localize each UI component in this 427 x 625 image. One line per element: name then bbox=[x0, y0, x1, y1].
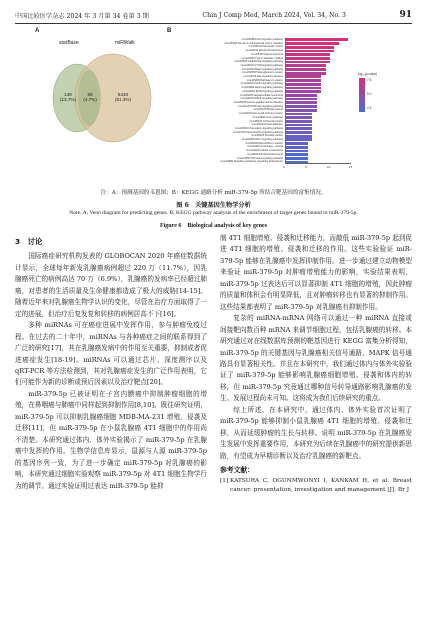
venn-left-only-count: 148 (13.7%) bbox=[59, 92, 77, 103]
kegg-bar bbox=[286, 127, 312, 130]
references-title: 参考文献： bbox=[220, 466, 254, 475]
venn-intersection-count: 56 (4.7%) bbox=[83, 92, 97, 103]
left-column bbox=[15, 233, 207, 492]
kegg-term-label: mmu04933:AGE-RAGE signaling pathway bbox=[234, 60, 283, 64]
kegg-bar bbox=[286, 142, 308, 145]
paragraph: 国际癌症研究机构发表的 GLOBOCAN 2020 年癌症数据统计显示，全球每年新发乳腺癌病例超过 220 万（11.7%），因乳腺癌死亡的病例高达 70 万（6.9%），乳腺癌的发病率已经超过肺癌，对患者的生活质量及生命健康都造成了极大的威胁[14-15]。随着近年来对乳腺癌生物学认识的变化，尽管在治疗方面取得了一定的进展，但治疗后复发复和转移的病例居高不下[16]。 bbox=[15, 252, 207, 318]
panel-a-label: A bbox=[35, 28, 40, 34]
kegg-term-label: mmu04722:Neurotrophin signaling pathway bbox=[232, 130, 283, 134]
venn-right-set-label: miRWalk bbox=[115, 40, 135, 46]
page-number: 91 bbox=[399, 10, 412, 20]
kegg-term-label: mmu04218:Cellular senescence bbox=[245, 149, 283, 153]
legend-gradient bbox=[359, 78, 365, 112]
kegg-term-label: mmu04068:FoxO signaling pathway bbox=[241, 38, 283, 41]
panel-b-label: B bbox=[167, 28, 172, 34]
kegg-legend bbox=[357, 72, 403, 132]
kegg-bar bbox=[286, 42, 339, 45]
kegg-term-label: mmu04015:Rap1 signaling pathway bbox=[241, 67, 283, 71]
header-journal-en: Chin J Comp Med, March 2024, Vol. 34, No. 3 bbox=[202, 11, 346, 19]
kegg-term-label: mmu04014:Ras signaling pathway bbox=[243, 75, 283, 79]
kegg-bar bbox=[286, 94, 317, 97]
kegg-term-label: mmu05215:Prostate cancer bbox=[251, 134, 283, 138]
kegg-term-label: mmu05212:Pancreatic cancer bbox=[248, 45, 283, 49]
kegg-term-label: mmu04066:HIF-1 signaling pathway bbox=[241, 138, 283, 142]
kegg-term-label: mmu04062:Chemokine signaling pathway bbox=[234, 126, 283, 130]
reference-text: KATSURA C, OGUNMWONYI I, KANKAM H, et al. Breast cancer: presentation, investigation and management [J]. Br J bbox=[230, 477, 412, 493]
reference-number: [1] bbox=[220, 477, 229, 484]
kegg-bar bbox=[286, 105, 317, 108]
kegg-bar bbox=[286, 90, 321, 93]
kegg-bar bbox=[286, 153, 308, 156]
kegg-term-label: mmu05205:Proteoglycans in cancer bbox=[241, 71, 283, 75]
kegg-bar bbox=[286, 113, 312, 116]
kegg-term-label: mmu05206:MicroRNAs in cancer bbox=[244, 141, 283, 145]
figure-title-en: Figure 6 Biological analysis of key genes bbox=[159, 223, 268, 229]
kegg-bar bbox=[286, 38, 348, 41]
figure-note-en: Note. A, Venn diagram for predicting genes. B, KEGG pathway analysis of the enrichment of target genes bound to miR-379-5p. bbox=[69, 210, 358, 216]
kegg-bar bbox=[286, 157, 308, 160]
kegg-term-label: mmu05210:Colorectal cancer bbox=[249, 119, 283, 123]
venn-left-set-label: starBase bbox=[59, 40, 79, 46]
paragraph: 制 4T1 细胞增殖、侵袭和迁移能力，而敲低 miR-379-5p 起到促进 4T1 细胞的增殖、侵袭和迁移的作用。这些实验验证 miR-379-5p 能够在乳腺癌中发挥抑制作用。进一步通过建立动物模型来验证 miR-379-5p 对肿瘤增殖能力的影响，实验结果表明，miR-379-5p 过表达后可以显著抑制 4T1 细胞的增殖，因此肿瘤的质量和体积会有明显降低，且对肿瘤转移也有显著的抑制作用。这些结果都表明了 miR-379-5p 对乳腺癌有抑制作用。 bbox=[220, 234, 412, 311]
kegg-term-label: mmu05167:Kaposi sarcoma bbox=[250, 52, 283, 56]
x-tick-label: 5 bbox=[305, 165, 307, 169]
header-rule bbox=[15, 23, 412, 24]
kegg-bar bbox=[286, 64, 326, 67]
kegg-term-label: mmu04012:ErbB signaling pathway bbox=[242, 89, 283, 93]
kegg-term-label: mmu04150:mTOR signaling pathway bbox=[240, 63, 283, 67]
legend-mid-label: 5.0 bbox=[367, 92, 372, 96]
kegg-bar bbox=[286, 79, 321, 82]
kegg-bar bbox=[286, 46, 334, 49]
kegg-term-label: mmu04930:Type II diabetes mellitus bbox=[241, 56, 283, 60]
kegg-bar bbox=[286, 98, 317, 101]
kegg-term-label: mmu05223:Non-small cell lung cancer bbox=[238, 112, 283, 116]
legend-high-label: 7.5 bbox=[367, 78, 372, 82]
figure-6 bbox=[15, 28, 412, 188]
legend-title: -log₁₀(p value) bbox=[357, 72, 378, 76]
kegg-term-label: mmu05225:Hepatocellular carcinoma bbox=[240, 93, 283, 97]
kegg-term-label: mmu04350:TGF-beta signaling pathway bbox=[236, 156, 283, 160]
figure-title-cn: 图 6 关键基因生物学分析 bbox=[176, 202, 251, 209]
kegg-term-label: mmu04550:Signaling pathways regulating pluripotency bbox=[220, 160, 283, 164]
kegg-bar bbox=[286, 150, 308, 153]
kegg-bar bbox=[286, 53, 330, 56]
kegg-term-label: mmu04010:MAPK signaling pathway bbox=[240, 97, 283, 101]
paragraph: 复杂的 miRNA-mRNA 网络可以通过一种 miRNA 直接或间接靶向数百种 mRNA 来调节细胞过程，包括乳腺癌的转移。本研究通过对在线数据库预测的靶基因进行 KEGG 富集分析得知，miR-379-5p 的关键基因与乳腺癌相关信号通路、MAPK 信号通路具有显著相关性。并且在本研究中，我们通过体内与体外实验验证了 miR-379-5p 能够影响乳腺癌细胞增殖、侵袭和体内的转移，但 miR-379-5p 究竟通过哪种信号转导通路影响乳腺癌的发生、发展过程尚未可知。这将成为我们后续研究的重点。 bbox=[220, 314, 412, 403]
section-title: 3 讨论 bbox=[15, 237, 43, 246]
kegg-bar bbox=[286, 131, 312, 134]
kegg-term-label: mmu05166:Human T-cell leukemia virus 1 infection bbox=[224, 41, 283, 45]
kegg-term-label: mmu05213:Endometrial cancer bbox=[246, 152, 283, 156]
kegg-bar bbox=[286, 161, 308, 164]
figure-note-cn: 注：A：预测基因的韦恩图；B：KEGG 通路分析 miR-379-5p 所结合靶基因的富集情况。 bbox=[100, 190, 327, 196]
kegg-bar-chart bbox=[165, 38, 405, 178]
paragraph: 综上所述，在本研究中，通过体内、体外实验首次证明了 miR-379-5p 能够抑制小鼠乳腺癌 4T1 细胞的增殖、侵袭和迁移，从而延缓肿瘤的生长与转移。说明 miR-379-5p 在乳腺癌发生发展中发挥重要作用，本研究为后续在乳腺癌中的研究提供新思路，有望成为早期诊断以及治疗乳腺癌的新靶点。 bbox=[220, 405, 412, 460]
kegg-bar bbox=[286, 61, 330, 64]
kegg-bar bbox=[286, 83, 321, 86]
kegg-term-label: mmu04390:Hippo signaling pathway bbox=[241, 86, 283, 90]
kegg-bar bbox=[286, 146, 308, 149]
kegg-bar bbox=[286, 138, 312, 141]
legend-low-label: 2.5 bbox=[367, 106, 372, 110]
venn-right-only-count: 6433 (81.3%) bbox=[114, 92, 132, 103]
right-column bbox=[220, 233, 412, 495]
kegg-term-label: mmu05165:Human papillomavirus infection bbox=[233, 101, 283, 104]
kegg-term-label: mmu04151:PI3K-Akt signaling pathway bbox=[237, 104, 283, 108]
x-tick-label: 15 bbox=[349, 165, 353, 169]
x-tick-label: 10 bbox=[327, 165, 331, 169]
paragraph: miR-379-5p 已被证明在子宫内膜癌中抑制肿瘤细胞的增殖，在鼻咽癌与肺癌中同样起到抑制作用[8,10]。既往研究证明，miR-379-5p 可以抑制乳腺癌细胞 MDB-MA-231 增殖、侵袭及迁移[11]，但 miR-379-5p 在小鼠乳腺癌 4T1 细胞中的作用尚不清楚。本研究通过体内、体外实验揭示了 miR-379-5p 在乳腺癌中发挥的作用。生物学信息库显示，鼠源与人源 miR-379-5p 的基因序列一致，为了进一步确定 miR-379-5p 对乳腺癌的影响，本研究通过细胞实验观察 miR-379-5p 对 4T1 细胞生物学行为的调节。通过实验证明过表达 miR-379-5p 能抑 bbox=[15, 389, 207, 490]
reference-item bbox=[220, 477, 412, 495]
venn-diagram bbox=[45, 40, 155, 140]
kegg-term-label: mmu04510:Focal adhesion bbox=[251, 123, 283, 127]
kegg-bar bbox=[286, 101, 317, 104]
kegg-bar bbox=[286, 72, 326, 75]
kegg-term-label: mmu04140:Autophagy - animal bbox=[246, 145, 283, 149]
kegg-term-label: mmu04360:Axon guidance bbox=[252, 115, 283, 119]
kegg-bar bbox=[286, 87, 321, 90]
kegg-term-label: mmu04910:Insulin signaling pathway bbox=[240, 82, 283, 86]
kegg-bar bbox=[286, 75, 321, 78]
kegg-bar bbox=[286, 109, 317, 112]
kegg-term-label: mmu05224:Breast cancer bbox=[253, 108, 283, 112]
kegg-bar bbox=[286, 68, 326, 71]
kegg-bar bbox=[286, 50, 334, 53]
paragraph: 多种 miRNAs 可在癌症进展中发挥作用，参与肿瘤免疫过程。在过去的二十年中，miRNAs 与各种癌症之间的联系得到了广泛的研究[17]，其在乳腺癌发病中的作用至关重要，抑制或者促进癌症发生[18-19]。miRNAs 可以通过芯片、深度测序以及 qRT-PCR 等方法检测到，其对乳腺癌症发生的广泛作用表明，它们可能作为新的诊断或预后因素以及治疗靶点[20]。 bbox=[15, 321, 207, 387]
kegg-bar bbox=[286, 124, 312, 127]
kegg-bar bbox=[286, 116, 312, 119]
kegg-term-label: mmu05211:Renal cell carcinoma bbox=[245, 49, 283, 53]
kegg-bar bbox=[286, 120, 312, 123]
kegg-bar bbox=[286, 135, 312, 138]
kegg-bar bbox=[286, 57, 330, 60]
kegg-term-label: mmu05200:Pathways in cancer bbox=[246, 78, 283, 82]
x-tick-label: 0 bbox=[283, 165, 285, 169]
header-journal-cn: 中国比较医学杂志 2024 年 3 月第 34 卷第 3 期 bbox=[15, 12, 149, 20]
running-header bbox=[15, 8, 412, 22]
